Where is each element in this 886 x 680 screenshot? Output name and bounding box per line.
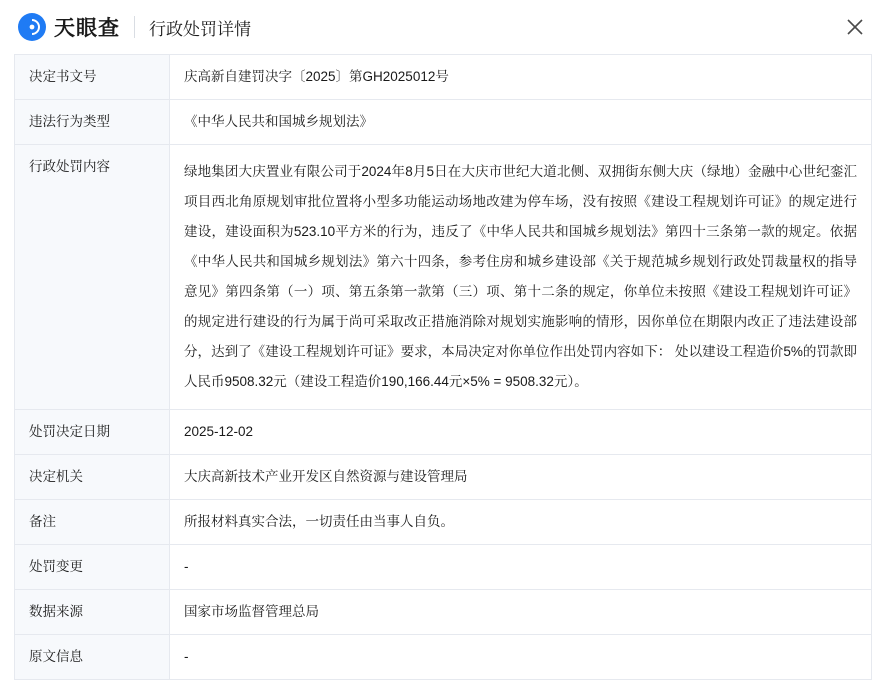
table-row [15, 545, 872, 590]
row-value: 所报材料真实合法，一切责任由当事人自负。 [170, 500, 872, 545]
table-row [15, 55, 872, 100]
row-value: 国家市场监督管理总局 [170, 590, 872, 635]
close-icon[interactable] [842, 14, 868, 40]
brand-name: 天眼查 [54, 17, 120, 40]
tianyancha-logo-icon [18, 13, 46, 41]
row-label: 数据来源 [15, 590, 170, 635]
table-row [15, 145, 872, 410]
row-value: 绿地集团大庆置业有限公司于2024年8月5日在大庆市世纪大道北侧、双拥街东侧大庆（绿地）金融中心世纪銮汇项目西北角原规划审批位置将小型多功能运动场地改建为停车场，没有按照《建设工程规划许可证》的规定进行建设，建设面积为523.10平方米的行为，违反了《中华人民共和国城乡规划法》第四十三条第一款的规定。依据《中华人民共和国城乡规划法》第六十四条，参考住房和城乡建设部《关于规范城乡规划行政处罚裁量权的指导意见》第四条第（一）项、第五条第一款第（三）项、第十二条的规定，你单位未按照《建设工程规划许可证》的规定进行建设的行为属于尚可采取改正措施消除对规划实施影响的情形，因你单位在期限内改正了违法建设部分，达到了《建设工程规划许可证》要求，本局决定对你单位作出处罚内容如下： 处以建设工程造价5%的罚款即人民币9508.32元（建设工程造价190,166.44元×5% = 9508.32元）。 [170, 145, 872, 410]
row-label: 原文信息 [15, 635, 170, 680]
brand [18, 12, 120, 42]
penalty-detail-table [14, 54, 872, 680]
row-value: - [170, 545, 872, 590]
row-label: 违法行为类型 [15, 100, 170, 145]
page-header [0, 0, 886, 54]
row-label: 行政处罚内容 [15, 145, 170, 410]
table-row [15, 500, 872, 545]
page-title: 行政处罚详情 [149, 19, 251, 39]
row-value: 2025-12-02 [170, 410, 872, 455]
table-row [15, 590, 872, 635]
row-value: 《中华人民共和国城乡规划法》 [170, 100, 872, 145]
table-row [15, 410, 872, 455]
row-label: 处罚变更 [15, 545, 170, 590]
header-divider [134, 16, 135, 38]
table-row [15, 100, 872, 145]
row-value: 庆高新自建罚决字〔2025〕第GH2025012号 [170, 55, 872, 100]
row-label: 决定机关 [15, 455, 170, 500]
detail-table-wrapper [0, 54, 886, 680]
row-label: 决定书文号 [15, 55, 170, 100]
table-row [15, 635, 872, 680]
row-label: 处罚决定日期 [15, 410, 170, 455]
table-row [15, 455, 872, 500]
row-value: 大庆高新技术产业开发区自然资源与建设管理局 [170, 455, 872, 500]
row-label: 备注 [15, 500, 170, 545]
row-value: - [170, 635, 872, 680]
